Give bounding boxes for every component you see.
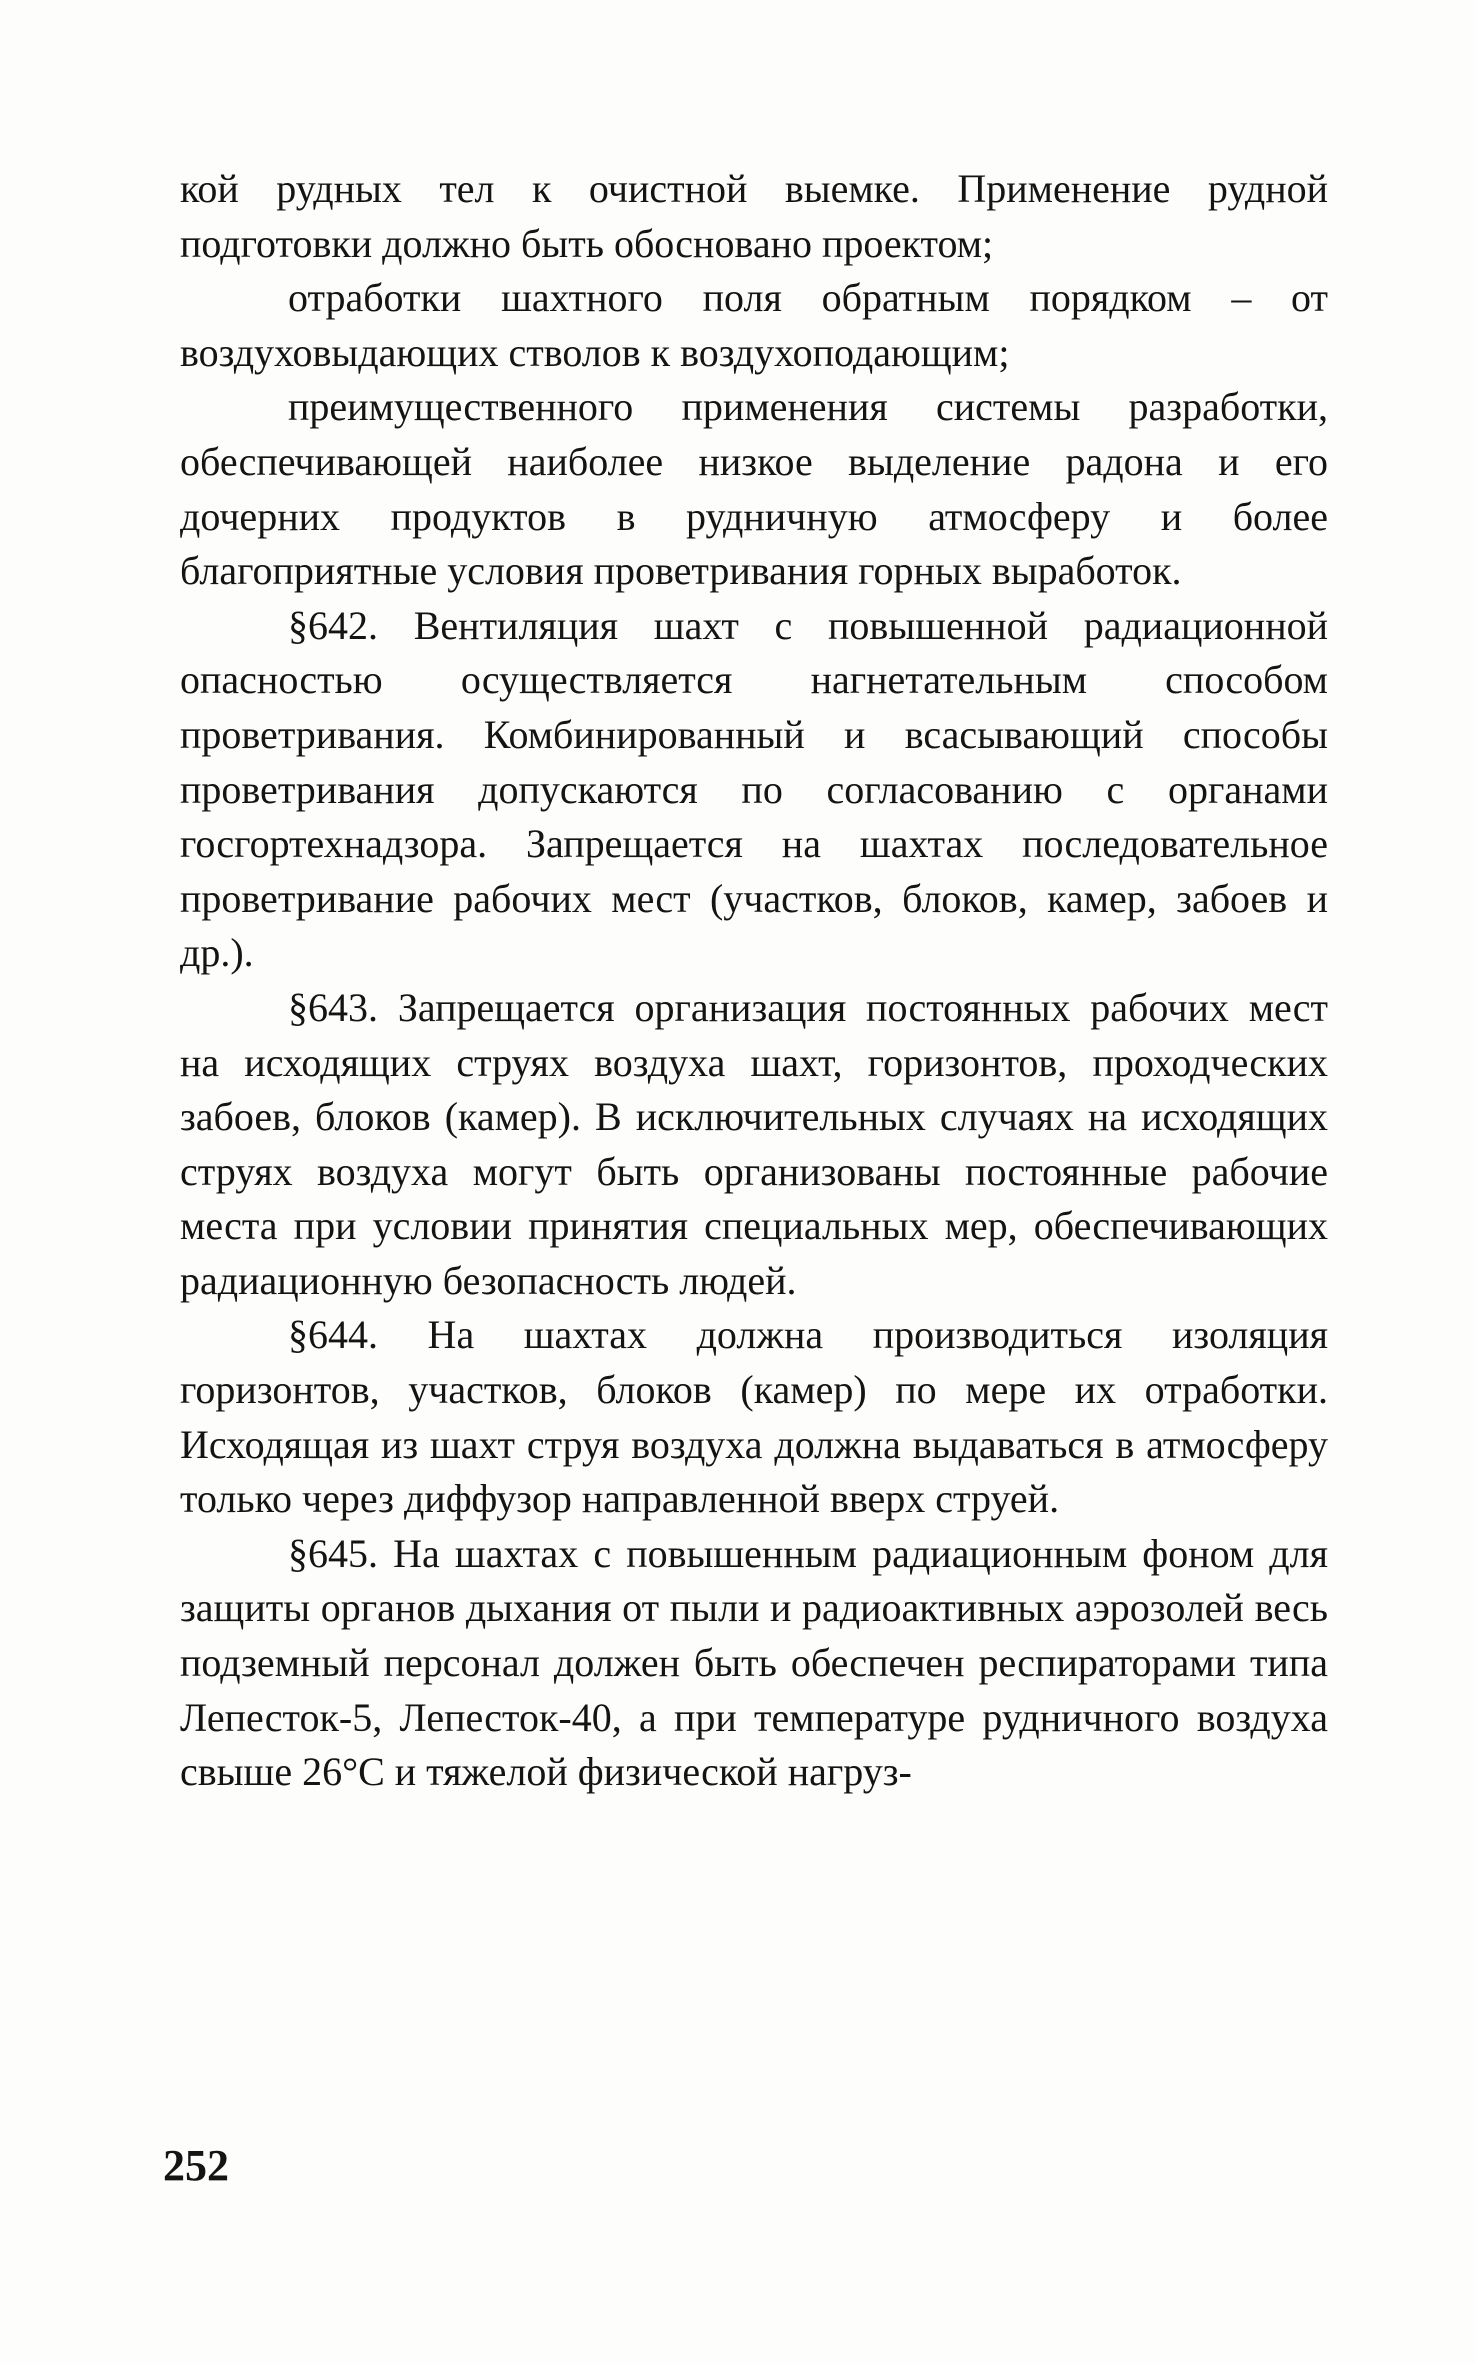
paragraph-continuation: кой рудных тел к очистной выемке. Применение рудной подготовки должно быть обосновано проектом; [180, 166, 1328, 266]
page-number: 252 [163, 2141, 229, 2190]
section-642: §642. Вентиляция шахт с повышенной радиационной опасностью осуществляется нагнетательным способом проветривания. Комбинированный и всасывающий способы проветривания допускаются по согласованию с органами госгортехнадзора. Запрещается на шахтах последовательное проветривание рабочих мест (участков, блоков, камер, забоев и др.). [180, 602, 1328, 976]
paragraph-mine-field-order: отработки шахтного поля обратным порядком – от воздуховыдающих стволов к воздухоподающим; [180, 275, 1328, 375]
section-643: §643. Запрещается организация постоянных рабочих мест на исходящих струях воздуха шахт, горизонтов, проходческих забоев, блоков (камер). В исключительных случаях на исходящих струях воздуха могут быть организованы постоянные рабочие места при условии принятия специальных мер, обеспечивающих радиационную безопасность людей. [180, 984, 1328, 1303]
section-645: §645. На шахтах с повышенным радиационным фоном для защиты органов дыхания от пыли и радиоактивных аэрозолей весь подземный персонал должен быть обеспечен респираторами типа Лепесток-5, Лепесток-40, а при температуре рудничного воздуха свыше 26°C и тяжелой физической нагруз- [180, 1530, 1328, 1795]
paragraph-mining-system: преимущественного применения системы разработки, обеспечивающей наиболее низкое выделение радона и его дочерних продуктов в рудничную атмосферу и более благоприятные условия проветривания горных выработок. [180, 384, 1328, 594]
section-644: §644. На шахтах должна производиться изоляция горизонтов, участков, блоков (камер) по мере их отработки. Исходящая из шахт струя воздуха должна выдаваться в атмосферу только через диффузор направленной вверх струей. [180, 1312, 1328, 1522]
body-text [180, 162, 1328, 1800]
